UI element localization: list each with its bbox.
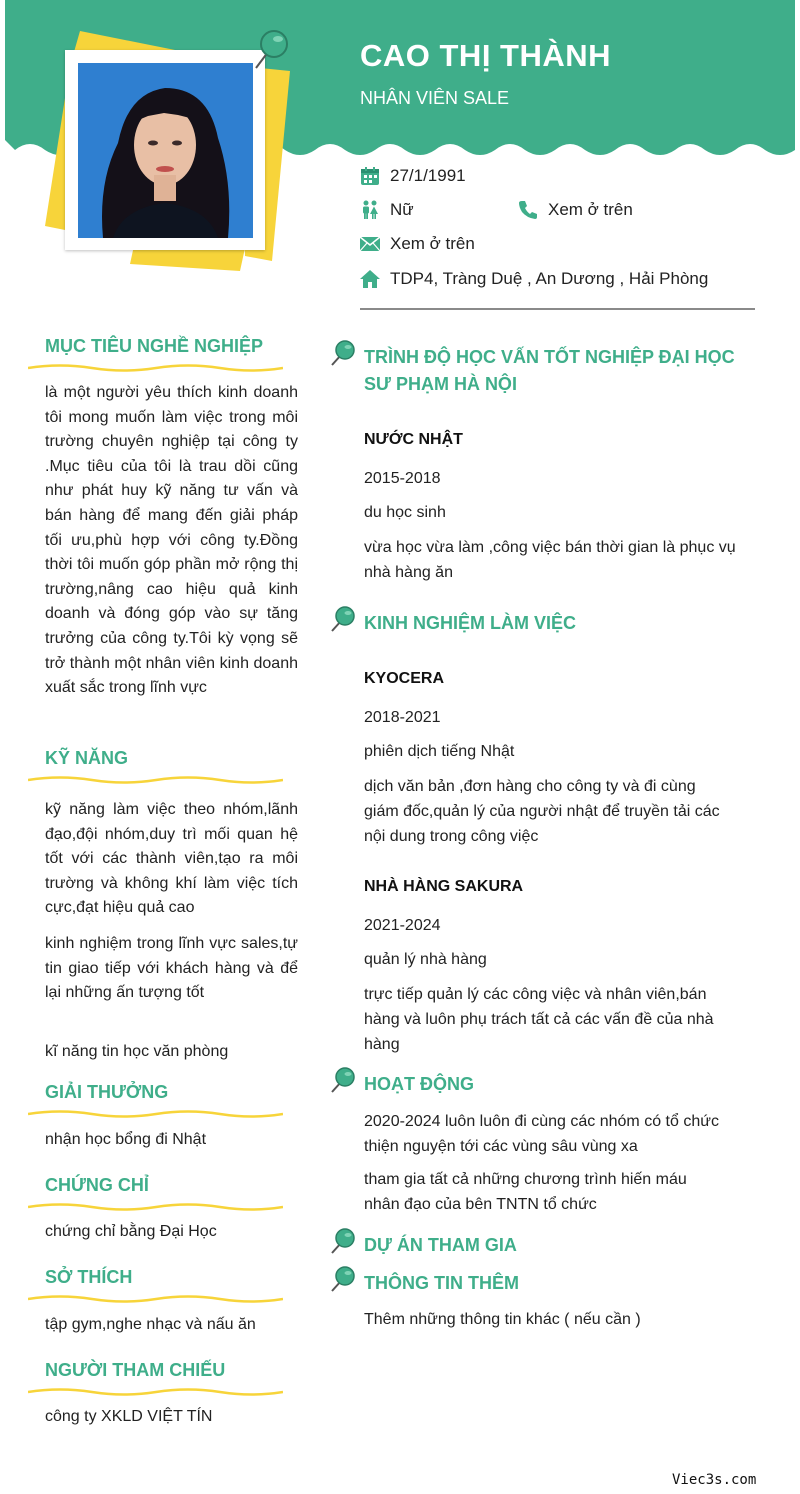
job-period: 2021-2024 (364, 917, 441, 934)
profile-photo (78, 63, 253, 238)
wave-divider (28, 1293, 283, 1305)
email-icon (360, 234, 380, 254)
education-role: du học sinh (364, 504, 446, 521)
header-divider (360, 308, 755, 310)
email-row (360, 232, 475, 256)
projects-title: DỰ ÁN THAM GIA (364, 1235, 517, 1255)
gender-row (360, 198, 414, 222)
education-period: 2015-2018 (364, 470, 441, 487)
pushpin-icon (328, 604, 358, 634)
references-title: NGƯỜI THAM CHIẾU (45, 1360, 226, 1380)
education-description: vừa học vừa làm ,công việc bán thời gian là phục vụ nhà hàng ăn (364, 539, 736, 581)
hobbies-text: tập gym,nghe nhạc và nấu ăn (45, 1316, 256, 1333)
certificates-title: CHỨNG CHỈ (45, 1175, 149, 1195)
phone-row (518, 198, 633, 222)
email-value[interactable]: Xem ở trên (390, 234, 475, 253)
pushpin-icon (328, 1264, 358, 1294)
gender-value: Nữ (390, 200, 414, 219)
wave-divider (28, 1108, 283, 1120)
objective-title: MỤC TIÊU NGHỀ NGHIỆP (45, 336, 264, 356)
job-description: trực tiếp quản lý các công việc và nhân viên,bán hàng và luôn phụ trách tất cả các vấn đề của nhà hàng (364, 986, 714, 1053)
phone-value[interactable]: Xem ở trên (548, 200, 633, 219)
gender-icon (360, 200, 380, 220)
home-icon (360, 269, 380, 289)
wave-divider (28, 362, 283, 374)
job-company: NHÀ HÀNG SAKURA (364, 878, 524, 895)
skill-item: kĩ năng tin học văn phòng (45, 1043, 229, 1060)
experience-title: KINH NGHIỆM LÀM VIỆC (364, 613, 577, 633)
brand-watermark[interactable]: Viec3s.com (672, 1472, 757, 1488)
certificates-text: chứng chỉ bằng Đại Học (45, 1223, 217, 1240)
extra-info-title: THÔNG TIN THÊM (364, 1273, 519, 1293)
awards-title: GIẢI THƯỞNG (45, 1082, 169, 1102)
calendar-icon (360, 166, 380, 186)
activities-title: HOẠT ĐỘNG (364, 1074, 474, 1094)
wave-divider (28, 1201, 283, 1213)
objective-text: là một người yêu thích kinh doanh tôi mong muốn làm việc trong môi trường chuyên nghiệp tại công ty .Mục tiêu của tôi là trau dồi cũng như phát huy kỹ năng tư vấn và bán hàng để mang đến giải pháp tối ưu,phù hợp với công ty.Đồng thời tôi muốn góp phần mở rộng thị trường,nâng cao hiệu quả kinh doanh và đóng góp vào sự tăng trưởng của công ty.Tôi kỳ vọng sẽ trở thành một nhân viên kinh doanh xuất sắc trong lĩnh vực (45, 384, 298, 697)
pushpin-icon (250, 24, 292, 74)
wave-divider (28, 774, 283, 786)
job-company: KYOCERA (364, 670, 445, 687)
birthday-row (360, 164, 466, 188)
awards-text: nhận học bổng đi Nhật (45, 1131, 207, 1148)
phone-icon (518, 200, 538, 220)
skill-item: kinh nghiệm trong lĩnh vực sales,tự tin giao tiếp với khách hàng và để lại những ấn tượng tốt (45, 935, 298, 1002)
references-text: công ty XKLD VIỆT TÍN (45, 1408, 213, 1425)
pushpin-icon (328, 1065, 358, 1095)
job-description: dịch văn bản ,đơn hàng cho công ty và đi cùng giám đốc,quản lý của người nhật để truyền tải các nội dung trong công việc (364, 778, 720, 845)
activity-item: tham gia tất cả những chương trình hiến máu nhân đạo của bên TNTN tổ chức (364, 1171, 687, 1213)
photo-frame (65, 50, 265, 250)
hobbies-title: SỞ THÍCH (45, 1267, 133, 1287)
education-place: NƯỚC NHẬT (364, 431, 463, 448)
skill-item: kỹ năng làm việc theo nhóm,lãnh đạo,đội nhóm,duy trì mối quan hệ tốt với các thành viên,tạo ra môi trường và không khí làm việc tích cực,đạt hiệu quả cao (45, 801, 298, 917)
education-title: TRÌNH ĐỘ HỌC VẤN TỐT NGHIỆP ĐẠI HỌC SƯ PHẠM HÀ NỘI (364, 347, 735, 394)
candidate-name: CAO THỊ THÀNH (360, 38, 612, 73)
address-value: TDP4, Tràng Duệ , An Dương , Hải Phòng (390, 269, 709, 288)
birthday-value: 27/1/1991 (390, 166, 466, 185)
pushpin-icon (328, 338, 358, 368)
job-position: phiên dịch tiếng Nhật (364, 743, 515, 760)
job-position: quản lý nhà hàng (364, 951, 487, 968)
address-row (360, 267, 708, 291)
pushpin-icon (328, 1226, 358, 1256)
activity-item: 2020-2024 luôn luôn đi cùng các nhóm có tổ chức thiện nguyện tới các vùng sâu vùng xa (364, 1113, 719, 1155)
extra-info-text: Thêm những thông tin khác ( nếu cần ) (364, 1311, 641, 1328)
job-period: 2018-2021 (364, 709, 441, 726)
skills-title: KỸ NĂNG (45, 748, 129, 768)
wave-divider (28, 1386, 283, 1398)
job-title: NHÂN VIÊN SALE (360, 88, 510, 108)
